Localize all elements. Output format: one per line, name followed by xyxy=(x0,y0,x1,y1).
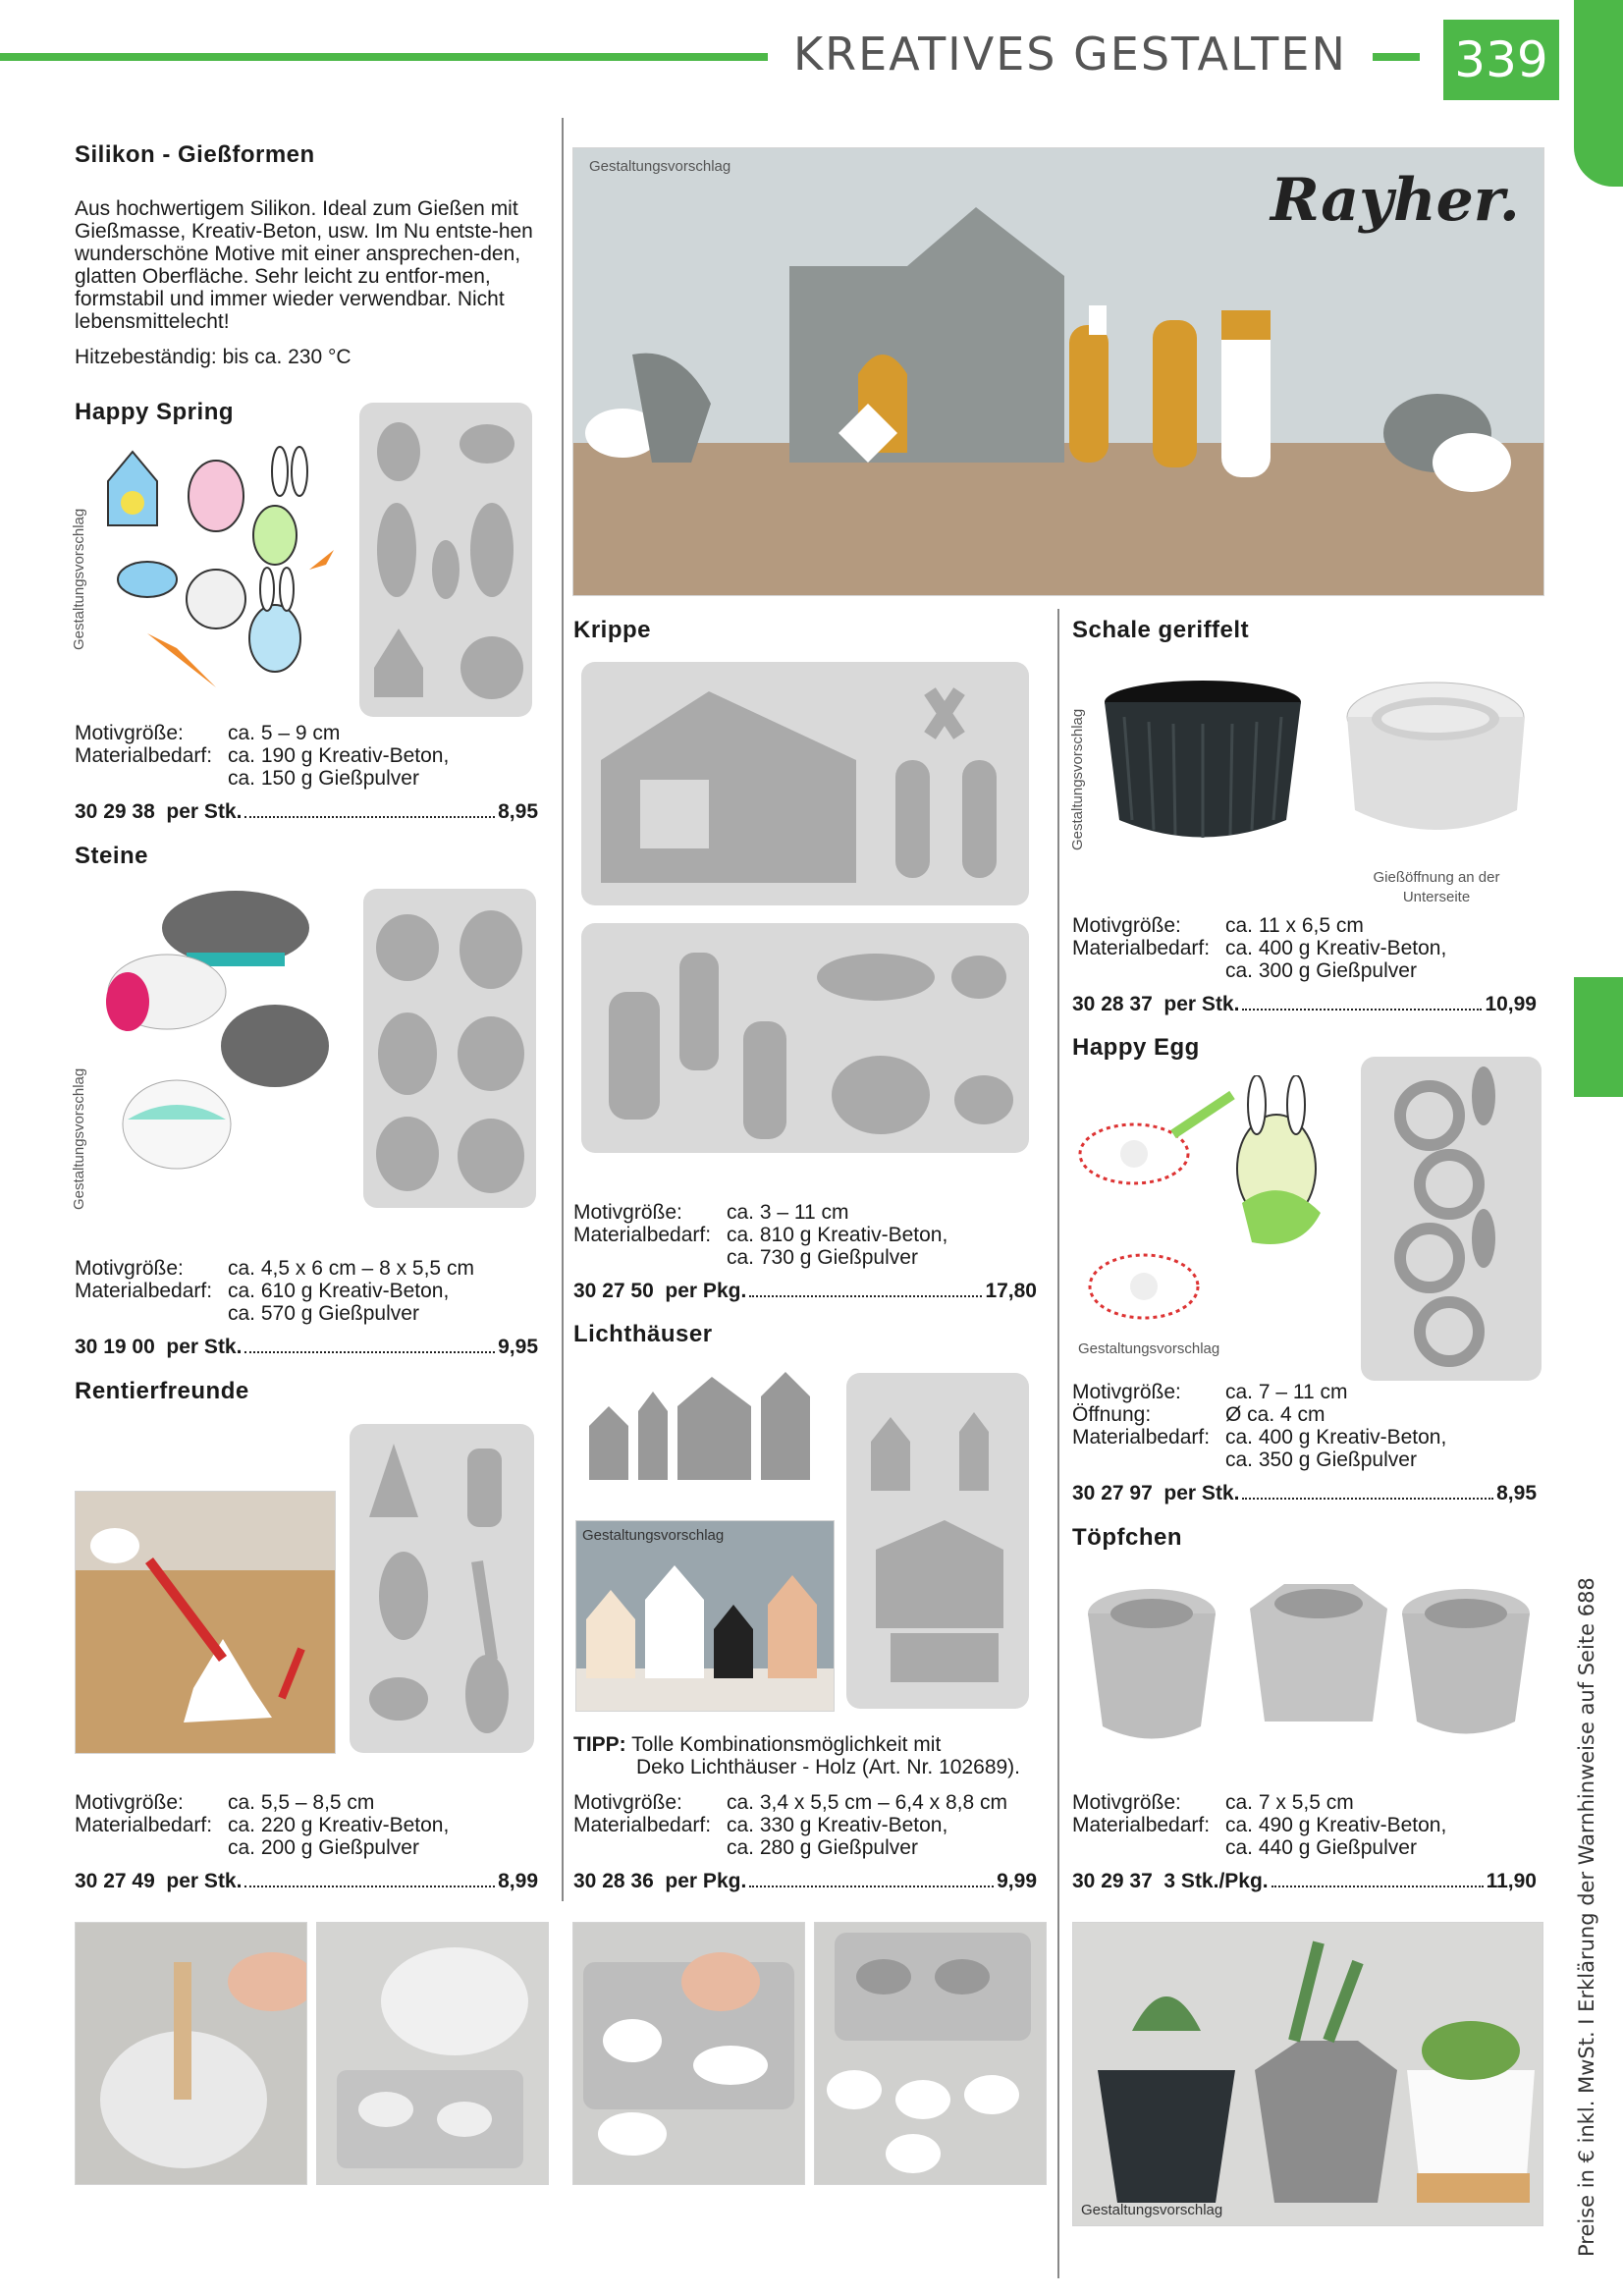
step-photo-2 xyxy=(316,1922,549,2185)
spec-label: Motivgröße: xyxy=(1072,1791,1181,1814)
schale-order xyxy=(1072,993,1537,1016)
column-divider-1 xyxy=(562,118,564,1901)
price: 8,95 xyxy=(498,800,538,823)
rentier-title: Rentierfreunde xyxy=(75,1378,249,1404)
price: 10,99 xyxy=(1485,993,1537,1015)
step-photo-4 xyxy=(814,1922,1047,2185)
spec-label: Materialbedarf: xyxy=(573,1224,712,1246)
spec-value: ca. 330 g Kreativ-Beton, xyxy=(727,1814,948,1836)
spec-label: Motivgröße: xyxy=(1072,1381,1181,1403)
tip-text-2: Deko Lichthäuser - Holz (Art. Nr. 102689). xyxy=(636,1756,1021,1778)
spec-value: ca. 11 x 6,5 cm xyxy=(1225,914,1364,937)
spec-label: Materialbedarf: xyxy=(75,744,213,767)
spec-label: Materialbedarf: xyxy=(1072,1814,1211,1836)
article-number: 30 27 50 xyxy=(573,1280,654,1302)
article-number: 30 27 49 xyxy=(75,1870,155,1892)
spec-value: ca. 200 g Gießpulver xyxy=(228,1836,419,1859)
unit: per Stk. xyxy=(166,800,243,823)
egg-mold xyxy=(1361,1057,1542,1381)
krippe-title: Krippe xyxy=(573,617,652,643)
spec-label: Motivgröße: xyxy=(573,1201,682,1224)
schale-specs xyxy=(1072,914,1446,982)
spec-label: Motivgröße: xyxy=(75,1257,184,1280)
licht-specs xyxy=(573,1791,1007,1859)
price: 9,95 xyxy=(498,1336,538,1358)
header-rule-right xyxy=(1373,53,1420,61)
step-photo-1 xyxy=(75,1922,307,2185)
rentier-specs xyxy=(75,1791,449,1859)
unit: per Stk. xyxy=(166,1336,243,1358)
toepf-title: Töpfchen xyxy=(1072,1524,1182,1551)
schale-bottom-photo xyxy=(1340,678,1532,849)
toepf-specs xyxy=(1072,1791,1446,1859)
spec-value: ca. 220 g Kreativ-Beton, xyxy=(228,1814,450,1836)
column-divider-2 xyxy=(1057,609,1059,2278)
side-tab-top xyxy=(1574,0,1623,187)
suggestion-caption: Gestaltungsvorschlag xyxy=(1069,708,1086,850)
happy-spring-title: Happy Spring xyxy=(75,399,235,425)
spec-label: Motivgröße: xyxy=(75,722,184,744)
spec-value: ca. 440 g Gießpulver xyxy=(1225,1836,1417,1859)
spec-value: ca. 400 g Kreativ-Beton, xyxy=(1225,937,1447,959)
licht-tip xyxy=(573,1733,1020,1778)
schale-title: Schale geriffelt xyxy=(1072,617,1250,643)
tip-label: TIPP: xyxy=(573,1733,626,1756)
suggestion-caption: Gestaltungsvorschlag xyxy=(1078,1340,1220,1357)
price: 17,80 xyxy=(985,1280,1037,1302)
spec-value: ca. 150 g Gießpulver xyxy=(228,767,419,790)
spec-value: ca. 730 g Gießpulver xyxy=(727,1246,918,1269)
rentier-mold xyxy=(350,1424,534,1753)
suggestion-caption: Gestaltungsvorschlag xyxy=(589,158,731,175)
intro-title: Silikon - Gießformen xyxy=(75,141,315,168)
happy-spring-photo xyxy=(98,442,344,707)
steine-mold xyxy=(363,889,536,1208)
spec-label: Motivgröße: xyxy=(1072,914,1181,937)
happy-spring-mold xyxy=(359,403,532,717)
rentier-photo xyxy=(75,1491,336,1754)
spec-label: Materialbedarf: xyxy=(75,1814,213,1836)
licht-houses-photo xyxy=(579,1367,825,1495)
unit: per Stk. xyxy=(166,1870,243,1892)
article-number: 30 27 97 xyxy=(1072,1482,1153,1504)
spec-value: ca. 490 g Kreativ-Beton, xyxy=(1225,1814,1447,1836)
spec-value: ca. 570 g Gießpulver xyxy=(228,1302,419,1325)
spec-value: ca. 300 g Gießpulver xyxy=(1225,959,1417,982)
spec-label: Motivgröße: xyxy=(573,1791,682,1814)
step-photo-3 xyxy=(572,1922,805,2185)
unit: per Pkg. xyxy=(665,1870,747,1892)
egg-specs xyxy=(1072,1381,1446,1471)
steine-photo xyxy=(98,884,353,1178)
happy-spring-order xyxy=(75,800,538,824)
spec-value: ca. 3,4 x 5,5 cm – 6,4 x 8,8 cm xyxy=(727,1791,1007,1814)
licht-title: Lichthäuser xyxy=(573,1321,713,1347)
header-rule-left xyxy=(0,53,768,61)
licht-order xyxy=(573,1870,1037,1893)
rentier-order xyxy=(75,1870,538,1893)
spec-value: ca. 190 g Kreativ-Beton, xyxy=(228,744,450,767)
price: 11,90 xyxy=(1486,1870,1537,1892)
krippe-specs xyxy=(573,1201,947,1269)
article-number: 30 29 37 xyxy=(1072,1870,1153,1892)
spec-value: ca. 5 – 9 cm xyxy=(228,722,341,744)
spec-label: Materialbedarf: xyxy=(75,1280,213,1302)
spec-value: ca. 610 g Kreativ-Beton, xyxy=(228,1280,450,1302)
heat-resistance: Hitzebeständig: bis ca. 230 °C xyxy=(75,346,352,368)
price: 8,99 xyxy=(498,1870,538,1892)
page-number: 339 xyxy=(1443,20,1559,100)
unit: per Stk. xyxy=(1163,1482,1240,1504)
spec-value: ca. 280 g Gießpulver xyxy=(727,1836,918,1859)
steine-specs xyxy=(75,1257,474,1325)
schale-photo xyxy=(1095,673,1311,859)
price: 8,95 xyxy=(1496,1482,1537,1504)
toepf-suggestion-photo xyxy=(1072,1922,1543,2226)
spec-value: ca. 400 g Kreativ-Beton, xyxy=(1225,1426,1447,1449)
tip-text-1: Tolle Kombinationsmöglichkeit mit xyxy=(631,1733,942,1756)
spec-value: ca. 7 – 11 cm xyxy=(1225,1381,1348,1403)
intro-text: Aus hochwertigem Silikon. Ideal zum Gießen mit Gießmasse, Kreativ-Beton, usw. Im Nu entste-hen wunderschöne Motive mit einer ansprechen-den, glatten Oberfläche. Sehr leicht zu entfor-men, formstabil und immer wieder verwendbar. Nicht lebensmittelecht! xyxy=(75,197,533,333)
unit: per Pkg. xyxy=(665,1280,747,1302)
steine-title: Steine xyxy=(75,843,149,869)
spec-value: ca. 7 x 5,5 cm xyxy=(1225,1791,1354,1814)
krippe-mold-2 xyxy=(581,923,1029,1153)
suggestion-caption: Gestaltungsvorschlag xyxy=(71,1067,87,1210)
spec-label: Öffnung: xyxy=(1072,1403,1152,1426)
suggestion-caption: Gestaltungsvorschlag xyxy=(71,508,87,650)
suggestion-caption: Gestaltungsvorschlag xyxy=(582,1527,725,1544)
schale-note xyxy=(1363,868,1510,907)
licht-mold xyxy=(846,1373,1029,1709)
egg-title: Happy Egg xyxy=(1072,1034,1200,1061)
toepf-order xyxy=(1072,1870,1537,1893)
article-number: 30 28 36 xyxy=(573,1870,654,1892)
krippe-order xyxy=(573,1280,1037,1303)
unit: per Stk. xyxy=(1163,993,1240,1015)
spec-label: Materialbedarf: xyxy=(573,1814,712,1836)
egg-order xyxy=(1072,1482,1537,1505)
egg-photo xyxy=(1075,1075,1355,1340)
section-title: KREATIVES GESTALTEN xyxy=(793,27,1347,81)
spec-value: ca. 3 – 11 cm xyxy=(727,1201,849,1224)
spec-value: ca. 5,5 – 8,5 cm xyxy=(228,1791,375,1814)
side-tab-mid xyxy=(1574,977,1623,1097)
spec-value: ca. 350 g Gießpulver xyxy=(1225,1449,1417,1471)
suggestion-caption: Gestaltungsvorschlag xyxy=(1081,2202,1223,2218)
toepf-photo xyxy=(1073,1579,1535,1756)
spec-value: ca. 810 g Kreativ-Beton, xyxy=(727,1224,948,1246)
spec-value: Ø ca. 4 cm xyxy=(1225,1403,1325,1426)
krippe-mold-1 xyxy=(581,662,1029,905)
spec-label: Materialbedarf: xyxy=(1072,937,1211,959)
article-number: 30 29 38 xyxy=(75,800,155,823)
price: 9,99 xyxy=(997,1870,1037,1892)
price-note: Preise in € inkl. MwSt. I Erklärung der Warnhinweise auf Seite 688 xyxy=(1575,1577,1598,2257)
spec-label: Motivgröße: xyxy=(75,1791,184,1814)
steine-order xyxy=(75,1336,538,1359)
spec-value: ca. 4,5 x 6 cm – 8 x 5,5 cm xyxy=(228,1257,474,1280)
schale-note-line-2: Unterseite xyxy=(1402,889,1471,905)
licht-photo xyxy=(575,1520,835,1712)
spec-label: Materialbedarf: xyxy=(1072,1426,1211,1449)
rayher-logo: Rayher. xyxy=(1271,166,1520,235)
unit: 3 Stk./Pkg. xyxy=(1163,1870,1269,1892)
happy-spring-specs xyxy=(75,722,449,790)
schale-note-line-1: Gießöffnung an der xyxy=(1373,869,1500,886)
article-number: 30 28 37 xyxy=(1072,993,1153,1015)
hero-photo xyxy=(572,147,1544,596)
article-number: 30 19 00 xyxy=(75,1336,155,1358)
